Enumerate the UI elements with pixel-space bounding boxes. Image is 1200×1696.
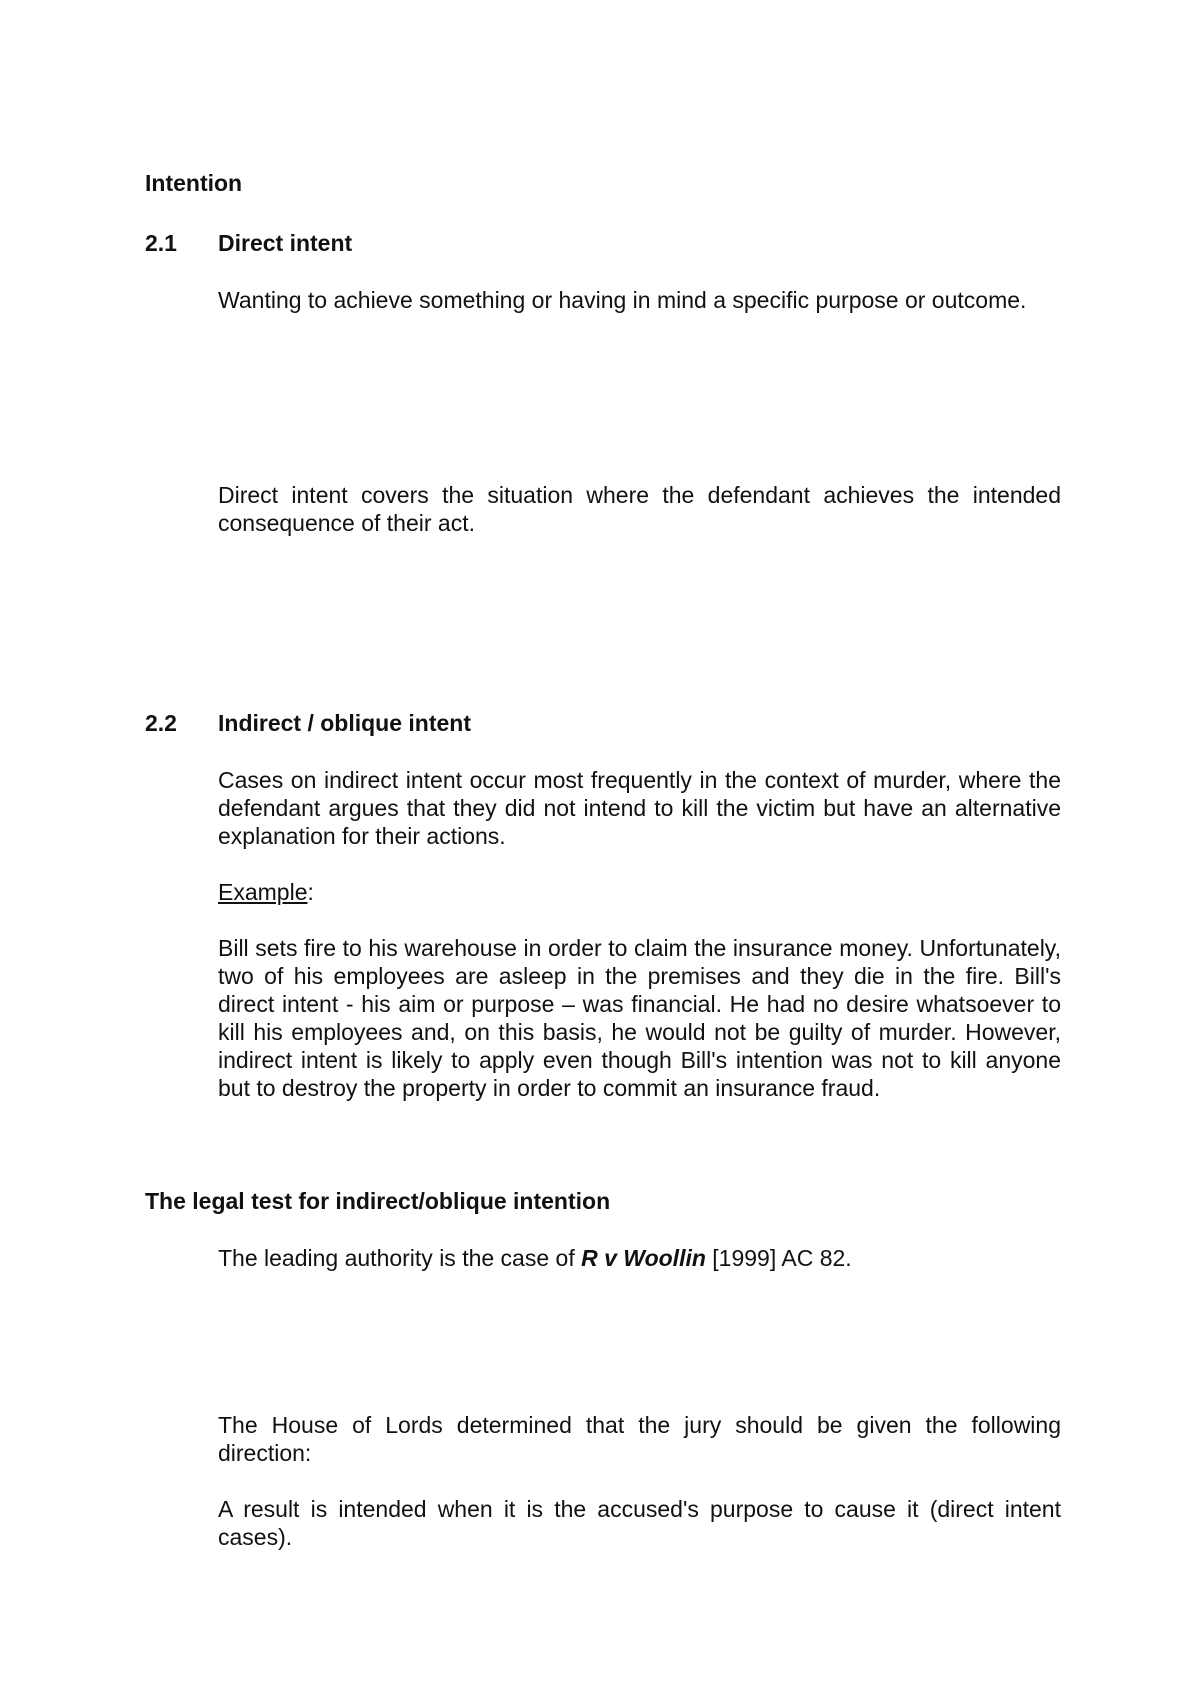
indirect-intent-paragraph: Cases on indirect intent occur most frequently in the context of murder, where the defendant argues that they did not intend to kill the victim but have an alternative explanation for their actions. — [218, 767, 1061, 849]
house-of-lords-paragraph: The House of Lords determined that the jury should be given the following direction: — [218, 1412, 1061, 1466]
section-number-2-2: 2.2 — [145, 710, 177, 736]
example-colon: : — [307, 879, 314, 905]
direct-intent-definition: Wanting to achieve something or having in mind a specific purpose or outcome. — [218, 287, 1027, 313]
case-name: R v Woollin — [581, 1245, 706, 1271]
example-label: Example — [218, 879, 308, 905]
authority-citation: [1999] AC 82. — [705, 1245, 852, 1271]
section-title-direct-intent: Direct intent — [218, 230, 353, 256]
direction-paragraph: A result is intended when it is the accused's purpose to cause it (direct intent cases). — [218, 1496, 1061, 1550]
direct-intent-explanation: Direct intent covers the situation where the defendant achieves the intended consequence of their act. — [218, 482, 1061, 536]
leading-authority-line — [218, 1244, 1061, 1272]
example-paragraph: Bill sets fire to his warehouse in order to claim the insurance money. Unfortunately, two of his employees are asleep in the premises and they die in the fire. Bill's direct intent - his aim or purpose – was financial. He had no desire whatsoever to kill his employees and, on this basis, he would not be guilty of murder. However, indirect intent is likely to apply even though Bill's intention was not to kill anyone but to destroy the property in order to commit an insurance fraud. — [218, 935, 1061, 1101]
section-number-2-1: 2.1 — [145, 230, 177, 256]
section-title-indirect-intent: Indirect / oblique intent — [218, 710, 471, 736]
example-label-line — [218, 878, 1061, 906]
document-title: Intention — [145, 170, 243, 196]
legal-test-heading: The legal test for indirect/oblique intention — [145, 1188, 611, 1214]
authority-prefix: The leading authority is the case of — [218, 1245, 582, 1271]
